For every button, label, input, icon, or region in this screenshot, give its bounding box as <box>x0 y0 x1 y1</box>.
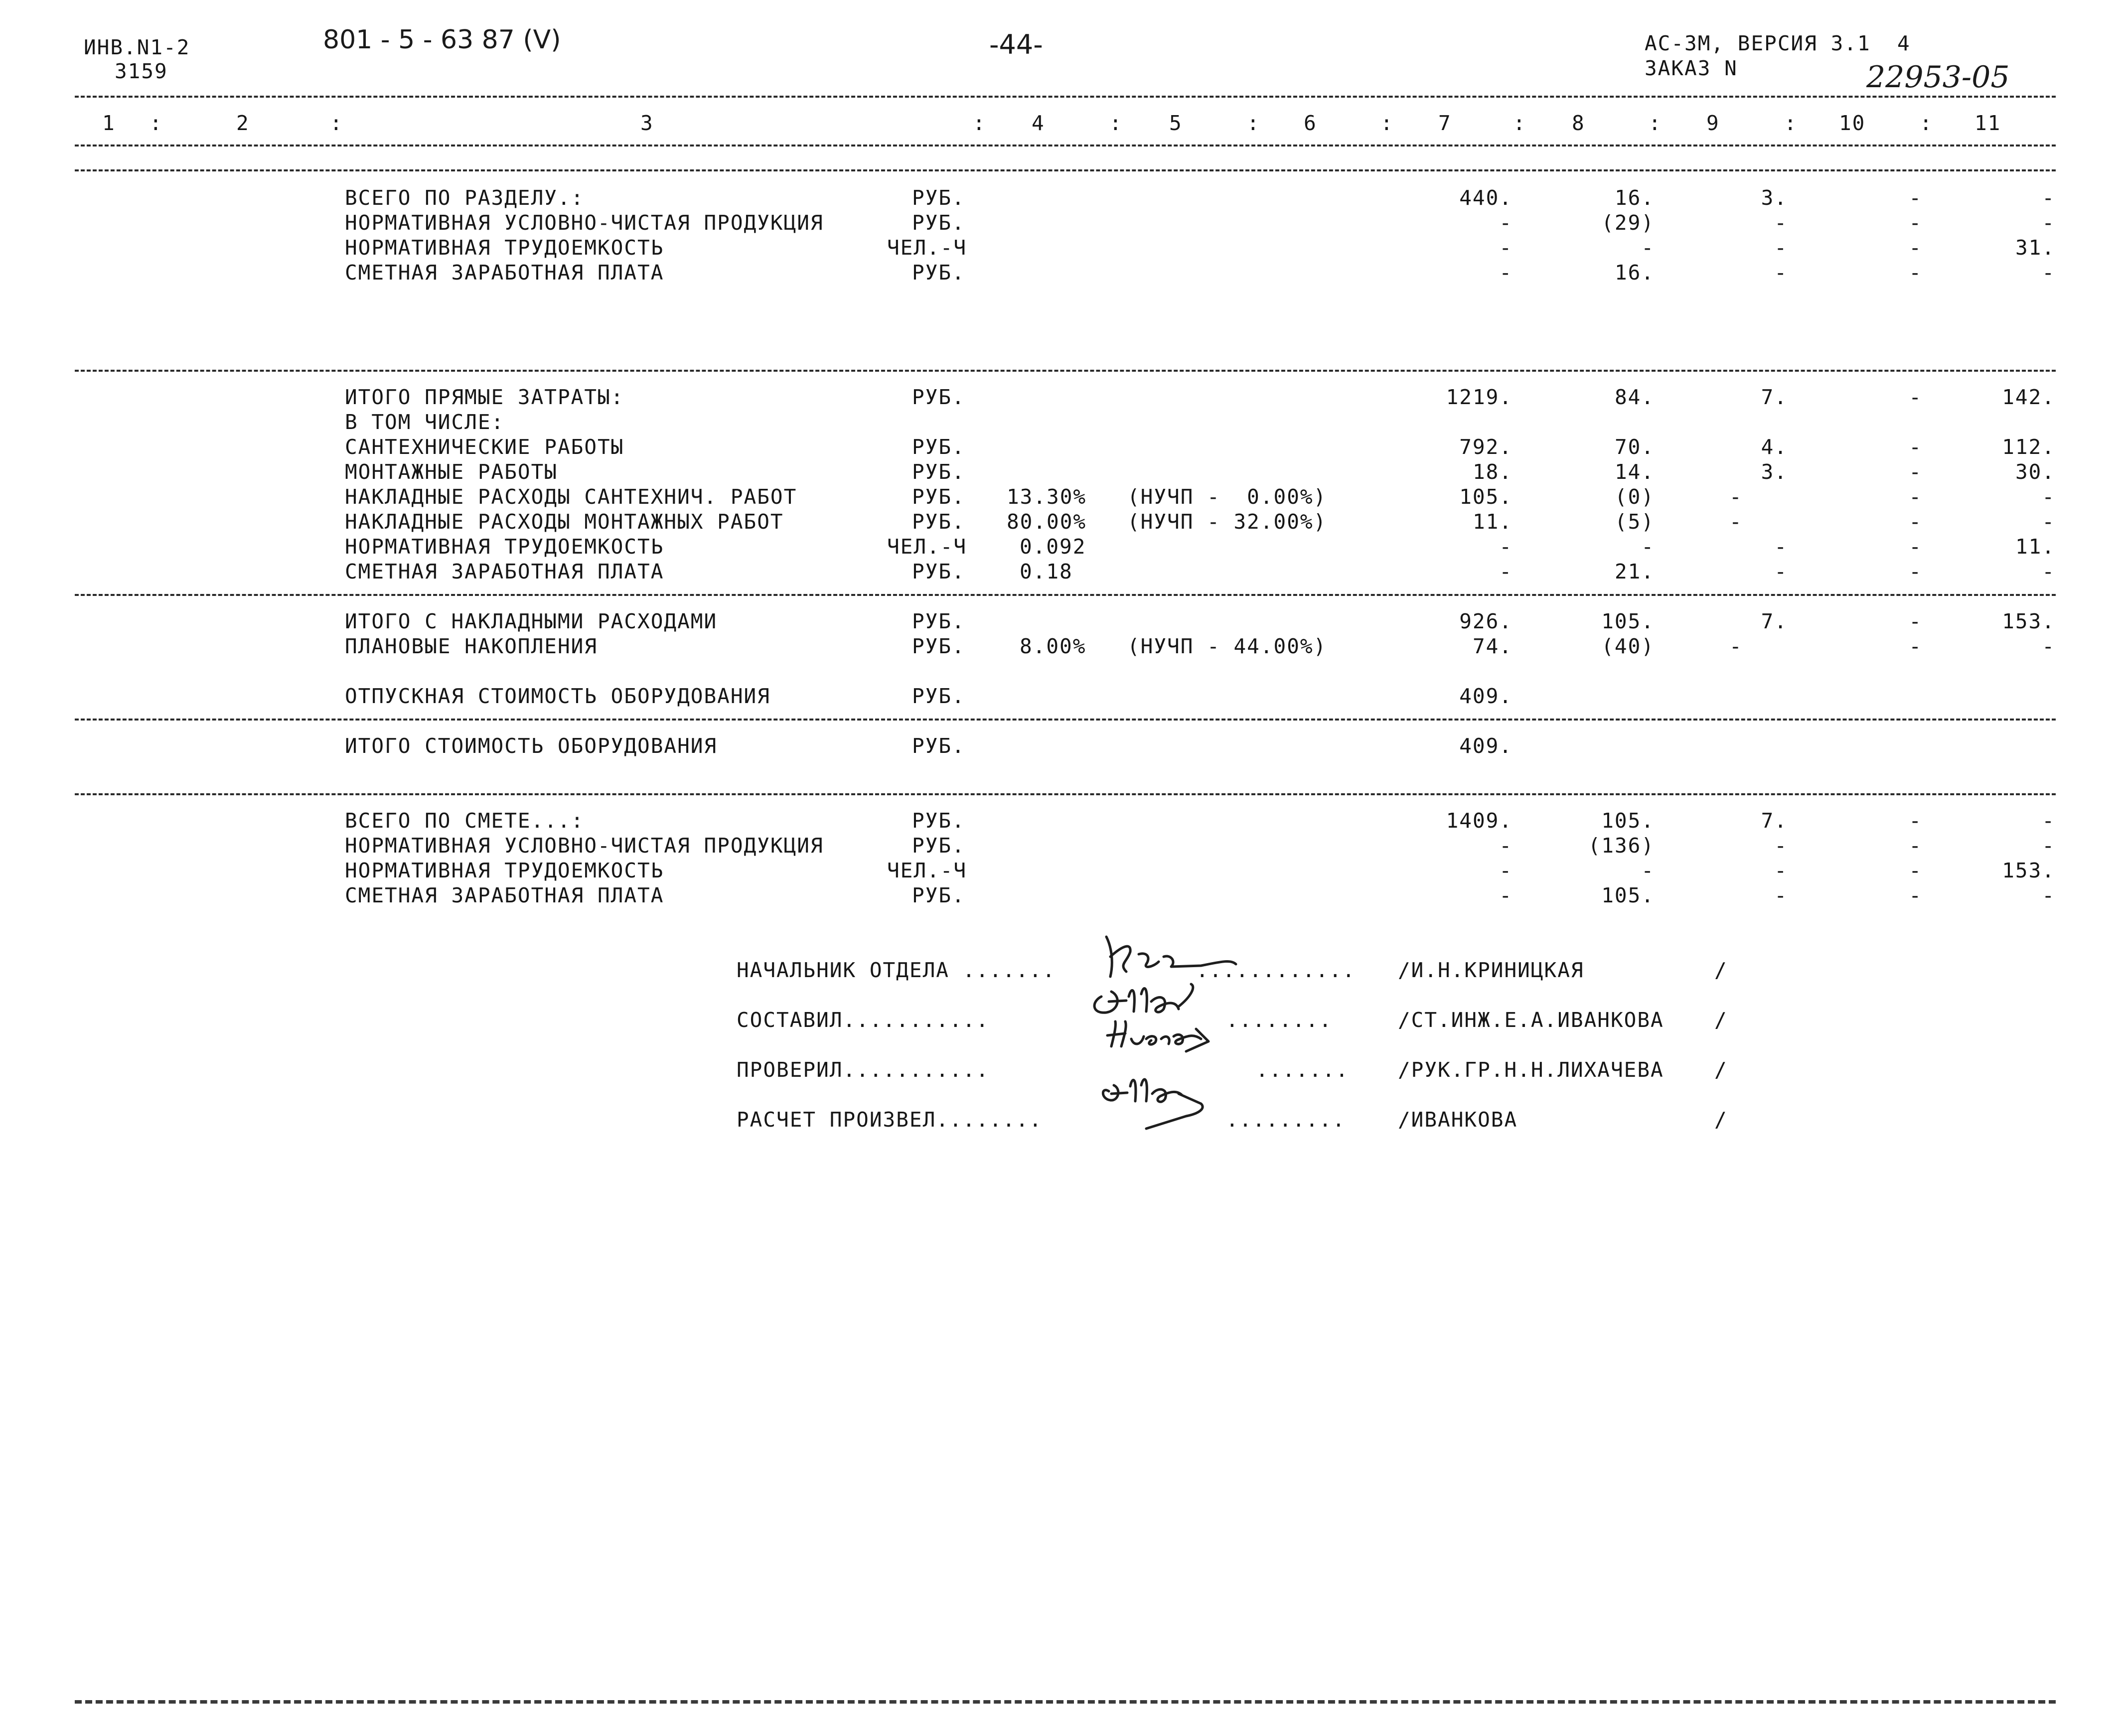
cell-col-9: - <box>1729 634 1743 658</box>
row-unit: РУБ. <box>912 510 965 534</box>
signature-dots: ........ <box>1226 1008 1333 1032</box>
row-unit: РУБ. <box>912 560 965 583</box>
cell-col-11: - <box>2042 834 2055 858</box>
signature-dots: ............ <box>1196 958 1356 982</box>
row-label: НОРМАТИВНАЯ ТРУДОЕМКОСТЬ <box>345 535 664 559</box>
signature-end: / <box>1714 1108 1728 1132</box>
column-header-7: 7 <box>1438 111 1452 135</box>
cell-col-9: 3. <box>1761 460 1788 484</box>
signature-name: /ИВАНКОВА <box>1398 1108 1518 1132</box>
signature-dots: ......... <box>1226 1108 1346 1132</box>
column-separator: : <box>1247 111 1260 135</box>
cell-col-4: 13.30% <box>1007 485 1087 509</box>
cell-col-8: (40) <box>1601 634 1655 658</box>
column-header-1: 1 <box>102 111 116 135</box>
cell-col-7: 18. <box>1472 460 1513 484</box>
signature-name: /РУК.ГР.Н.Н.ЛИХАЧЕВА <box>1398 1058 1664 1082</box>
row-unit: РУБ. <box>912 734 965 758</box>
order-label: ЗАКАЗ N <box>1645 56 1738 80</box>
column-header-5: 5 <box>1169 111 1183 135</box>
cell-col-10: - <box>1909 236 1922 260</box>
cell-col-7: - <box>1499 859 1513 882</box>
cell-col-8: 16. <box>1614 186 1655 210</box>
cell-col-4: 8.00% <box>1020 634 1086 658</box>
cell-col-9: - <box>1729 510 1743 534</box>
signature-end: / <box>1714 958 1728 982</box>
cell-col-9: - <box>1774 859 1788 882</box>
column-separator: : <box>1649 111 1662 135</box>
signature-role: СОСТАВИЛ........... <box>737 1008 990 1032</box>
cell-col-10: - <box>1909 634 1922 658</box>
cell-col-10: - <box>1909 186 1922 210</box>
section-rule <box>75 793 2056 795</box>
cell-col-8: 105. <box>1601 809 1655 833</box>
signature-name: /СТ.ИНЖ.Е.А.ИВАНКОВА <box>1398 1008 1664 1032</box>
cell-col-10: - <box>1909 609 1922 633</box>
cell-col-10: - <box>1909 261 1922 285</box>
cell-col-4: 0.18 <box>1020 560 1073 583</box>
column-header-10: 10 <box>1839 111 1866 135</box>
cell-col-9: 7. <box>1761 609 1788 633</box>
row-label: ИТОГО ПРЯМЫЕ ЗАТРАТЫ: <box>345 385 624 409</box>
cell-col-8: 21. <box>1614 560 1655 583</box>
handwritten-signatures <box>1071 927 1281 1166</box>
row-unit: РУБ. <box>912 684 965 708</box>
column-header-2: 2 <box>236 111 250 135</box>
row-unit: РУБ. <box>912 186 965 210</box>
cell-col-10: - <box>1909 535 1922 559</box>
column-separator: : <box>1513 111 1526 135</box>
row-unit: ЧЕЛ.-Ч <box>887 535 967 559</box>
cell-col-10: - <box>1909 859 1922 882</box>
order-number: 22953-05 <box>1866 60 2010 95</box>
signature-stroke <box>1107 1021 1209 1051</box>
cell-col-10: - <box>1909 510 1922 534</box>
document-code: 801 - 5 - 63 87 (V) <box>323 25 561 55</box>
cell-col-11: - <box>2042 634 2055 658</box>
cell-col-11: - <box>2042 883 2055 907</box>
row-label: НОРМАТИВНАЯ УСЛОВНО-ЧИСТАЯ ПРОДУКЦИЯ <box>345 834 824 858</box>
cell-col-4: 0.092 <box>1020 535 1086 559</box>
row-unit: РУБ. <box>912 385 965 409</box>
cell-col-9: - <box>1774 211 1788 235</box>
section-rule <box>75 719 2056 721</box>
column-header-3: 3 <box>640 111 654 135</box>
row-unit: РУБ. <box>912 261 965 285</box>
column-separator: : <box>330 111 343 135</box>
cell-col-11: - <box>2042 560 2055 583</box>
row-unit: ЧЕЛ.-Ч <box>887 859 967 882</box>
cell-col-10: - <box>1909 809 1922 833</box>
column-separator: : <box>1380 111 1394 135</box>
cell-col-7: - <box>1499 211 1513 235</box>
cell-col-9: - <box>1774 236 1788 260</box>
column-separator: : <box>1109 111 1123 135</box>
signature-role: НАЧАЛЬНИК ОТДЕЛА ....... <box>737 958 1056 982</box>
cell-col-8: - <box>1641 535 1655 559</box>
row-unit: РУБ. <box>912 883 965 907</box>
cell-col-8: 105. <box>1601 883 1655 907</box>
cell-col-9: - <box>1774 535 1788 559</box>
row-label: ПЛАНОВЫЕ НАКОПЛЕНИЯ <box>345 634 598 658</box>
column-header-6: 6 <box>1304 111 1317 135</box>
cell-col-7: 409. <box>1459 734 1513 758</box>
row-unit: РУБ. <box>912 211 965 235</box>
cell-col-8: - <box>1641 236 1655 260</box>
cell-col-9: 3. <box>1761 186 1788 210</box>
row-label: НАКЛАДНЫЕ РАСХОДЫ МОНТАЖНЫХ РАБОТ <box>345 510 784 534</box>
cell-col-11: 153. <box>2002 859 2055 882</box>
inventory-number: 3159 <box>115 59 168 83</box>
signature-role: ПРОВЕРИЛ........... <box>737 1058 990 1082</box>
program-version: АС-3М, ВЕРСИЯ 3.1 4 <box>1645 31 1911 55</box>
cell-col-10: - <box>1909 834 1922 858</box>
column-separator: : <box>1784 111 1798 135</box>
row-label: СМЕТНАЯ ЗАРАБОТНАЯ ПЛАТА <box>345 560 664 583</box>
row-label: НОРМАТИВНАЯ УСЛОВНО-ЧИСТАЯ ПРОДУКЦИЯ <box>345 211 824 235</box>
cell-col-9: - <box>1774 261 1788 285</box>
column-separator: : <box>973 111 986 135</box>
section-rule <box>75 169 2056 171</box>
bottom-perforation-line <box>75 1700 2056 1704</box>
row-label: НАКЛАДНЫЕ РАСХОДЫ САНТЕХНИЧ. РАБОТ <box>345 485 797 509</box>
cell-col-10: - <box>1909 883 1922 907</box>
inventory-label: ИНВ.N1-2 <box>84 35 190 59</box>
cell-col-5: (НУЧП - 0.00%) <box>1127 485 1327 509</box>
signature-role: РАСЧЕТ ПРОИЗВЕЛ........ <box>737 1108 1043 1132</box>
row-unit: РУБ. <box>912 809 965 833</box>
cell-col-10: - <box>1909 211 1922 235</box>
row-label: НОРМАТИВНАЯ ТРУДОЕМКОСТЬ <box>345 236 664 260</box>
cell-col-10: - <box>1909 435 1922 459</box>
cell-col-10: - <box>1909 560 1922 583</box>
signature-end: / <box>1714 1058 1728 1082</box>
cell-col-7: 409. <box>1459 684 1513 708</box>
column-header-4: 4 <box>1032 111 1045 135</box>
cell-col-9: 4. <box>1761 435 1788 459</box>
row-unit: РУБ. <box>912 485 965 509</box>
cell-col-10: - <box>1909 485 1922 509</box>
cell-col-7: - <box>1499 834 1513 858</box>
column-header-8: 8 <box>1572 111 1585 135</box>
cell-col-11: 112. <box>2002 435 2055 459</box>
signature-dots: ....... <box>1256 1058 1349 1082</box>
row-label: ВСЕГО ПО РАЗДЕЛУ.: <box>345 186 585 210</box>
signature-stroke <box>1094 984 1193 1013</box>
column-header-11: 11 <box>1974 111 2001 135</box>
cell-col-11: - <box>2042 809 2055 833</box>
row-label: ОТПУСКНАЯ СТОИМОСТЬ ОБОРУДОВАНИЯ <box>345 684 770 708</box>
signature-stroke <box>1106 937 1236 977</box>
row-unit: ЧЕЛ.-Ч <box>887 236 967 260</box>
row-unit: РУБ. <box>912 435 965 459</box>
cell-col-11: - <box>2042 510 2055 534</box>
cell-col-7: 792. <box>1459 435 1513 459</box>
header-rule-top <box>75 96 2056 98</box>
cell-col-9: - <box>1774 834 1788 858</box>
cell-col-8: (5) <box>1614 510 1655 534</box>
cell-col-8: (29) <box>1601 211 1655 235</box>
signature-name: /И.Н.КРИНИЦКАЯ <box>1398 958 1584 982</box>
cell-col-5: (НУЧП - 44.00%) <box>1127 634 1327 658</box>
row-label: СМЕТНАЯ ЗАРАБОТНАЯ ПЛАТА <box>345 883 664 907</box>
row-unit: РУБ. <box>912 634 965 658</box>
row-label: ИТОГО СТОИМОСТЬ ОБОРУДОВАНИЯ <box>345 734 718 758</box>
cell-col-8: - <box>1641 859 1655 882</box>
cell-col-11: 142. <box>2002 385 2055 409</box>
cell-col-11: 11. <box>2015 535 2055 559</box>
cell-col-7: - <box>1499 261 1513 285</box>
row-label: МОНТАЖНЫЕ РАБОТЫ <box>345 460 558 484</box>
row-unit: РУБ. <box>912 460 965 484</box>
section-rule <box>75 370 2056 372</box>
cell-col-8: (136) <box>1588 834 1655 858</box>
row-label: СМЕТНАЯ ЗАРАБОТНАЯ ПЛАТА <box>345 261 664 285</box>
row-label: НОРМАТИВНАЯ ТРУДОЕМКОСТЬ <box>345 859 664 882</box>
cell-col-9: - <box>1774 883 1788 907</box>
cell-col-7: 1219. <box>1446 385 1513 409</box>
cell-col-10: - <box>1909 460 1922 484</box>
cell-col-8: 105. <box>1601 609 1655 633</box>
cell-col-11: 31. <box>2015 236 2055 260</box>
cell-col-7: - <box>1499 883 1513 907</box>
column-header-9: 9 <box>1706 111 1720 135</box>
signature-end: / <box>1714 1008 1728 1032</box>
cell-col-7: - <box>1499 560 1513 583</box>
cell-col-11: - <box>2042 485 2055 509</box>
signature-stroke <box>1103 1079 1203 1129</box>
cell-col-11: - <box>2042 211 2055 235</box>
cell-col-11: 30. <box>2015 460 2055 484</box>
cell-col-9: 7. <box>1761 809 1788 833</box>
row-label: ВСЕГО ПО СМЕТЕ...: <box>345 809 585 833</box>
cell-col-10: - <box>1909 385 1922 409</box>
section-rule <box>75 594 2056 596</box>
cell-col-7: 74. <box>1472 634 1513 658</box>
cell-col-4: 80.00% <box>1007 510 1087 534</box>
cell-col-7: 1409. <box>1446 809 1513 833</box>
cell-col-7: 11. <box>1472 510 1513 534</box>
column-separator: : <box>150 111 163 135</box>
cell-col-7: 440. <box>1459 186 1513 210</box>
cell-col-7: 926. <box>1459 609 1513 633</box>
cell-col-7: - <box>1499 535 1513 559</box>
cell-col-8: 84. <box>1614 385 1655 409</box>
cell-col-8: 14. <box>1614 460 1655 484</box>
cell-col-11: - <box>2042 186 2055 210</box>
cell-col-7: 105. <box>1459 485 1513 509</box>
cell-col-9: - <box>1729 485 1743 509</box>
header-rule-bottom <box>75 145 2056 146</box>
page-number: -44- <box>989 29 1043 60</box>
cell-col-7: - <box>1499 236 1513 260</box>
cell-col-5: (НУЧП - 32.00%) <box>1127 510 1327 534</box>
cell-col-8: 16. <box>1614 261 1655 285</box>
cell-col-11: - <box>2042 261 2055 285</box>
cell-col-9: 7. <box>1761 385 1788 409</box>
column-separator: : <box>1920 111 1933 135</box>
cell-col-8: (0) <box>1614 485 1655 509</box>
cell-col-8: 70. <box>1614 435 1655 459</box>
cell-col-11: 153. <box>2002 609 2055 633</box>
row-label: В ТОМ ЧИСЛЕ: <box>345 410 505 434</box>
row-unit: РУБ. <box>912 609 965 633</box>
cell-col-9: - <box>1774 560 1788 583</box>
row-unit: РУБ. <box>912 834 965 858</box>
row-label: ИТОГО С НАКЛАДНЫМИ РАСХОДАМИ <box>345 609 718 633</box>
row-label: САНТЕХНИЧЕСКИЕ РАБОТЫ <box>345 435 624 459</box>
